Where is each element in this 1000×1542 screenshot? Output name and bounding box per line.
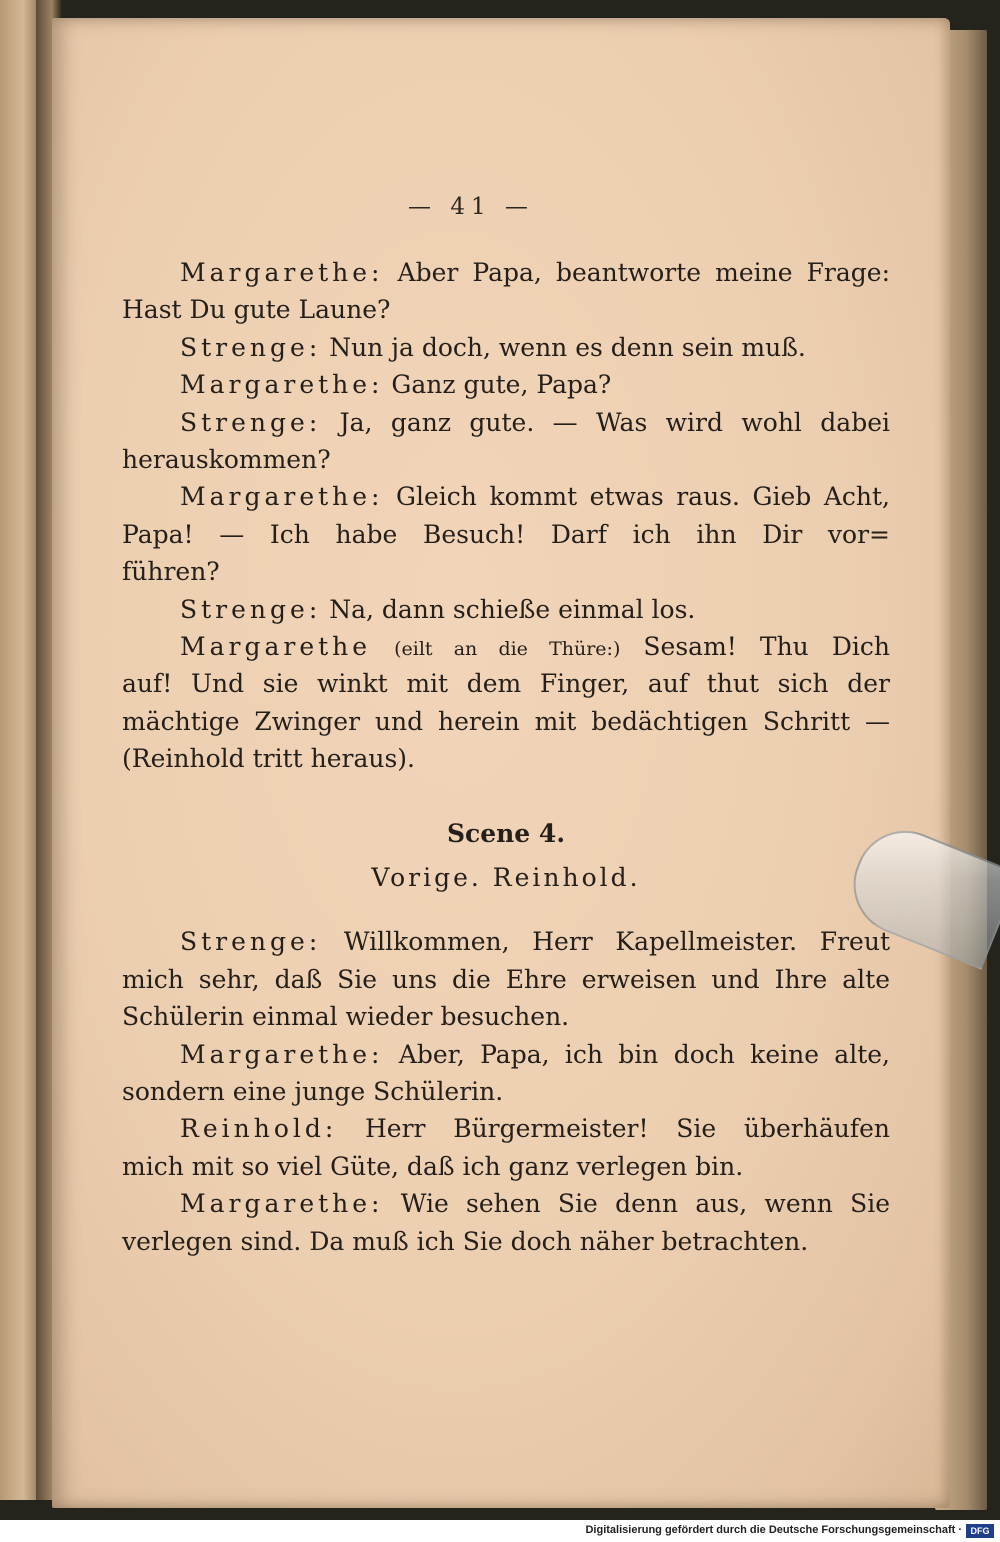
text-line: Margarethe: Aber Papa, beantworte meine Frage: bbox=[180, 258, 890, 287]
speaker-name: Margarethe: bbox=[180, 482, 384, 512]
text-line: verlegen sind. Da muß ich Sie doch näher betrachten. bbox=[122, 1226, 809, 1256]
text-line: mich sehr, daß Sie uns die Ehre erweisen und Ihre alte bbox=[122, 964, 890, 994]
speaker-name: Margarethe: bbox=[180, 1039, 384, 1069]
text-line: Margarethe: Wie sehen Sie denn aus, wenn Sie bbox=[180, 1189, 890, 1219]
text-line: Strenge: Nun ja doch, wenn es denn sein muß. bbox=[180, 332, 806, 362]
text-line: Margarethe: Ganz gute, Papa? bbox=[180, 370, 612, 400]
text-line: Hast Du gute Laune? bbox=[122, 295, 391, 325]
text-line: Margarethe (eilt an die Thüre:) Sesam! Thu Dich bbox=[180, 631, 890, 661]
speaker-name: Reinhold: bbox=[180, 1114, 338, 1144]
text-line: Schülerin einmal wieder besuchen. bbox=[122, 1002, 570, 1032]
speaker-name: Margarethe: bbox=[180, 370, 384, 400]
text-line: Strenge: Na, dann schieße einmal los. bbox=[180, 594, 696, 624]
stage-direction: (eilt an die Thüre:) bbox=[394, 637, 621, 660]
text-line: mich mit so viel Güte, daß ich ganz verlegen bin. bbox=[122, 1151, 744, 1181]
scene-persons: Vorige. Reinhold. bbox=[371, 863, 641, 893]
book-page bbox=[52, 18, 950, 1508]
speaker-name: Strenge: bbox=[180, 407, 322, 437]
speaker-name: Margarethe: bbox=[180, 1189, 384, 1219]
text-line: sondern eine junge Schülerin. bbox=[122, 1077, 504, 1107]
text-line: mächtige Zwinger und herein mit bedächtigen Schritt — bbox=[122, 706, 890, 736]
dfg-logo-icon: DFG bbox=[966, 1524, 994, 1538]
speaker-name: Strenge: bbox=[180, 594, 322, 624]
funding-notice: Digitalisierung gefördert durch die Deutsche Forschungsgemeinschaft · bbox=[585, 1524, 962, 1536]
text-line: herauskommen? bbox=[122, 444, 331, 474]
text-line: (Reinhold tritt heraus). bbox=[122, 744, 415, 774]
speaker-name: Strenge: bbox=[180, 332, 322, 362]
text-line: Papa! — Ich habe Besuch! Darf ich ihn Dir vor= bbox=[122, 519, 890, 549]
text-line: auf! Und sie winkt mit dem Finger, auf thut sich der bbox=[122, 669, 890, 699]
text-line: Strenge: Ja, ganz gute. — Was wird wohl dabei bbox=[180, 407, 890, 437]
play-text bbox=[122, 254, 890, 1260]
speaker-name: Strenge: bbox=[180, 927, 322, 957]
text-line: Margarethe: Gleich kommt etwas raus. Gieb Acht, bbox=[180, 482, 890, 512]
text-line: Reinhold: Herr Bürgermeister! Sie überhäufen bbox=[180, 1114, 890, 1144]
text-line: führen? bbox=[122, 557, 220, 587]
spacer bbox=[122, 900, 890, 923]
scene-heading: Scene 4. bbox=[446, 819, 566, 849]
text-line: Margarethe: Aber, Papa, ich bin doch keine alte, bbox=[180, 1039, 890, 1069]
spacer bbox=[122, 777, 890, 812]
text-line: Strenge: Willkommen, Herr Kapellmeister. Freut bbox=[180, 927, 890, 957]
page-number: — 41 — bbox=[408, 194, 534, 220]
speaker-name: Margarethe bbox=[180, 631, 372, 661]
speaker-name: Margarethe: bbox=[180, 258, 384, 287]
